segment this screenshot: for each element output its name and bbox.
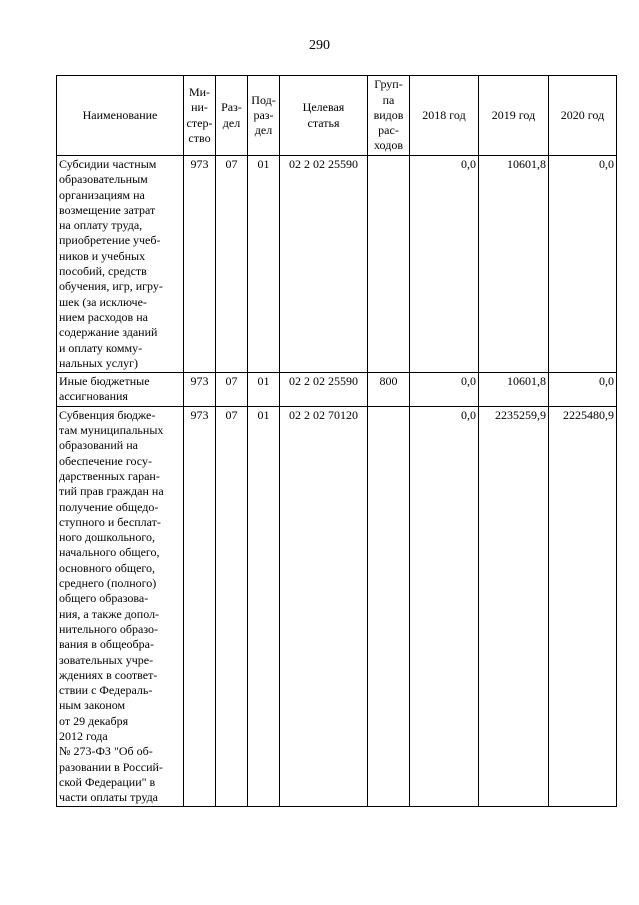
row-name: Иные бюджетные ассигнования — [57, 373, 184, 407]
table-row — [57, 406, 617, 807]
header-year-2019: 2019 год — [479, 76, 549, 156]
row-target-article: 02 2 02 70120 — [280, 406, 368, 807]
row-ministry: 973 — [184, 373, 216, 407]
row-expense-group — [368, 406, 410, 807]
header-section: Раз- дел — [216, 76, 248, 156]
row-value-2018: 0,0 — [410, 373, 479, 407]
header-year-2018: 2018 год — [410, 76, 479, 156]
header-ministry: Ми- ни- стер- ство — [184, 76, 216, 156]
row-section: 07 — [216, 156, 248, 373]
header-subsection: Под- раз- дел — [248, 76, 280, 156]
row-value-2019: 2235259,9 — [479, 406, 549, 807]
row-value-2018: 0,0 — [410, 156, 479, 373]
row-expense-group: 800 — [368, 373, 410, 407]
row-target-article: 02 2 02 25590 — [280, 156, 368, 373]
row-name: Субвенция бюдже- там муниципальных образований на обеспечение госу- дарственных гаран- тий прав граждан на получение общедо- ступного и бесплат- ного дошкольного, начального общего, основного общего, среднего (полного) общего образова- ния, а также допол- нительного образо- вания в общеобра- зовательных учре- ждениях в соответ- ствии с Федераль- ным законом от 29 декабря 2012 года № 273-ФЗ "Об об- разовании в Россий- ской Федерации" в части оплаты труда — [57, 406, 184, 807]
table-header-row — [57, 76, 617, 156]
row-expense-group — [368, 156, 410, 373]
header-expense-group: Груп- па видов рас- ходов — [368, 76, 410, 156]
row-ministry: 973 — [184, 406, 216, 807]
row-section: 07 — [216, 373, 248, 407]
row-value-2018: 0,0 — [410, 406, 479, 807]
table-row — [57, 156, 617, 373]
header-name: Наименование — [57, 76, 184, 156]
row-ministry: 973 — [184, 156, 216, 373]
row-name: Субсидии частным образовательным организациям на возмещение затрат на оплату труда, приобретение учеб- ников и учебных пособий, средств обучения, игр, игру- шек (за исключе- нием расходов на содержание зданий и оплату комму- нальных услуг) — [57, 156, 184, 373]
row-subsection: 01 — [248, 373, 280, 407]
row-subsection: 01 — [248, 156, 280, 373]
header-year-2020: 2020 год — [549, 76, 617, 156]
header-target-article: Целевая статья — [280, 76, 368, 156]
row-value-2020: 0,0 — [549, 373, 617, 407]
row-value-2020: 2225480,9 — [549, 406, 617, 807]
page-number: 290 — [309, 38, 330, 53]
table-row — [57, 373, 617, 407]
row-value-2020: 0,0 — [549, 156, 617, 373]
budget-table — [56, 75, 617, 807]
row-subsection: 01 — [248, 406, 280, 807]
row-target-article: 02 2 02 25590 — [280, 373, 368, 407]
row-section: 07 — [216, 406, 248, 807]
row-value-2019: 10601,8 — [479, 156, 549, 373]
row-value-2019: 10601,8 — [479, 373, 549, 407]
